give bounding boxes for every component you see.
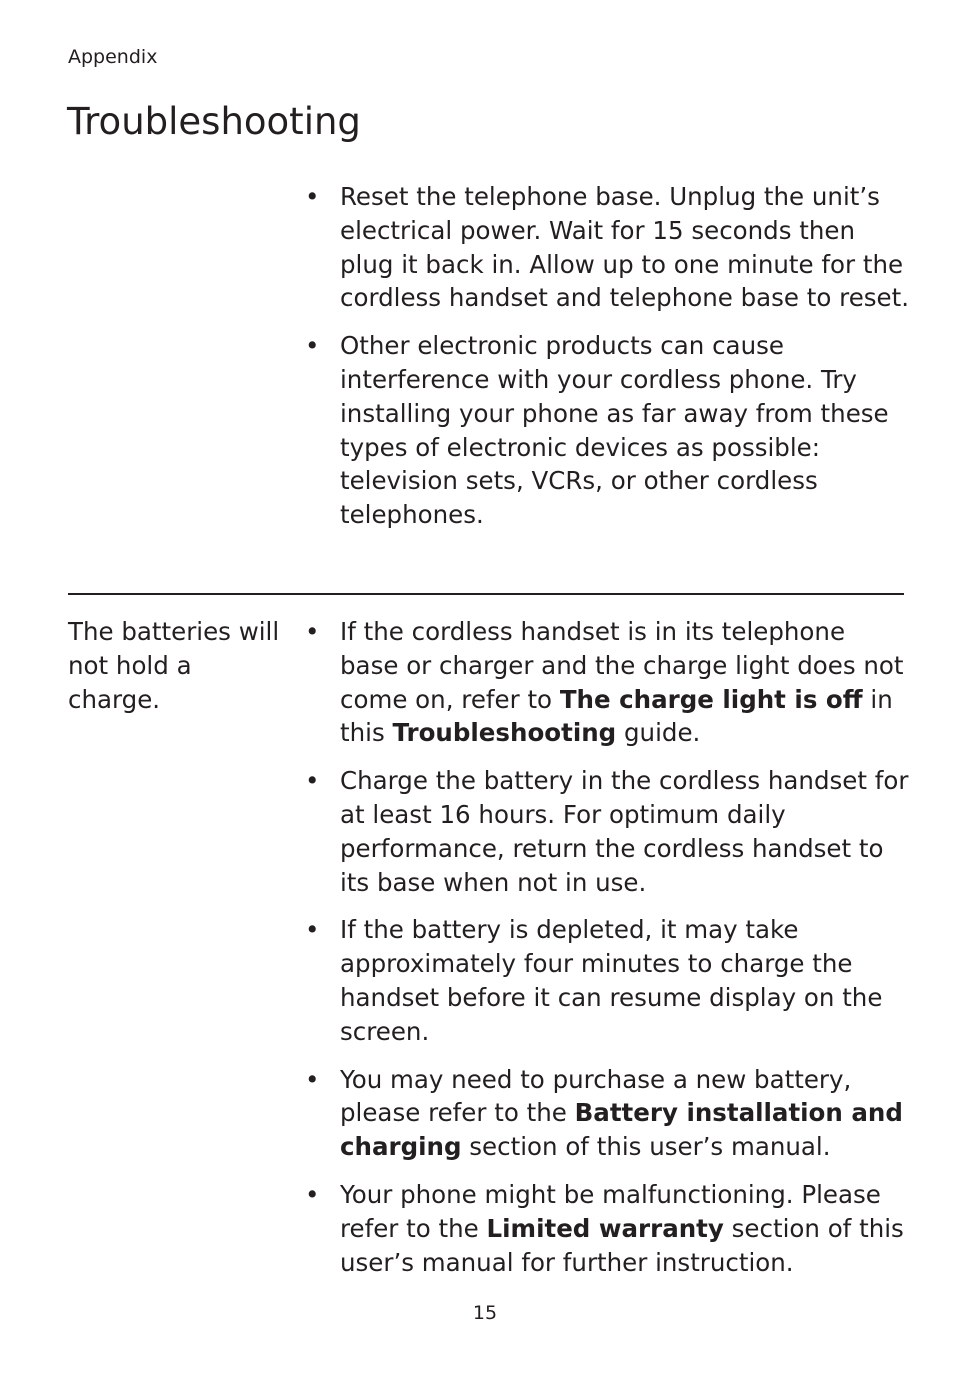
solution-item — [305, 1063, 909, 1164]
text-segment: section of this user’s manual for further instruction. — [340, 1213, 904, 1277]
solution-item — [305, 913, 909, 1048]
page-title: Troubleshooting — [67, 100, 361, 143]
solution-item — [305, 615, 909, 750]
solution-text — [340, 617, 904, 747]
solution-text — [340, 1065, 903, 1162]
cross-reference: Troubleshooting — [392, 718, 617, 748]
bullet-icon: • — [305, 182, 320, 211]
solution-text — [340, 182, 909, 312]
bullet-icon: • — [305, 766, 320, 796]
text-segment: If the cordless handset is in its telephone base or charger and the charge light does not come on, refer to — [340, 617, 904, 714]
solution-text — [340, 331, 889, 529]
cross-reference: The charge light is off — [559, 684, 863, 714]
text-segment: section of this user’s manual. — [461, 1132, 831, 1162]
solution-item — [305, 180, 909, 315]
text-segment: in this — [340, 684, 893, 748]
cross-reference: Limited warranty — [486, 1213, 724, 1243]
text-segment: If the battery is depleted, it may take approximately four minutes to charge the handset before it can resume display on the screen. — [340, 915, 883, 1046]
bullet-icon: • — [305, 915, 320, 945]
bullet-icon: • — [305, 1064, 320, 1094]
solution-text — [340, 1180, 904, 1277]
solutions-list — [305, 180, 909, 546]
page-number: 15 — [472, 1302, 498, 1324]
cross-reference: Battery installation and charging — [340, 1098, 903, 1162]
solution-text — [340, 915, 882, 1045]
section-label: Appendix — [68, 46, 158, 68]
solution-item — [305, 764, 909, 899]
bullet-icon: • — [305, 331, 320, 361]
solution-item — [305, 329, 909, 532]
text-segment: guide. — [616, 718, 701, 748]
bullet-icon: • — [305, 1179, 320, 1209]
solution-item — [305, 1178, 909, 1279]
text-segment: Your phone might be malfunctioning. Please refer to the — [340, 1179, 881, 1243]
issue-cell: The batteries will not hold a charge. — [68, 617, 280, 714]
solutions-list — [305, 615, 909, 1293]
bullet-icon: • — [305, 617, 320, 646]
row-divider — [68, 593, 904, 595]
text-segment: Reset the telephone base. Unplug the unit’s electrical power. Wait for 15 seconds then plug it back in. Allow up to one minute for the cordless handset and telephone base to reset. — [340, 182, 910, 313]
text-segment: Other electronic products can cause interference with your cordless phone. Try installing your phone as far away from these types of electronic devices as possible: television sets, VCRs, or other cordless telephones. — [340, 331, 889, 530]
text-segment: Charge the battery in the cordless handset for at least 16 hours. For optimum daily performance, return the cordless handset to its base when not in use. — [340, 766, 909, 897]
text-segment: You may need to purchase a new battery, please refer to the — [340, 1064, 852, 1128]
solution-text — [340, 766, 908, 896]
